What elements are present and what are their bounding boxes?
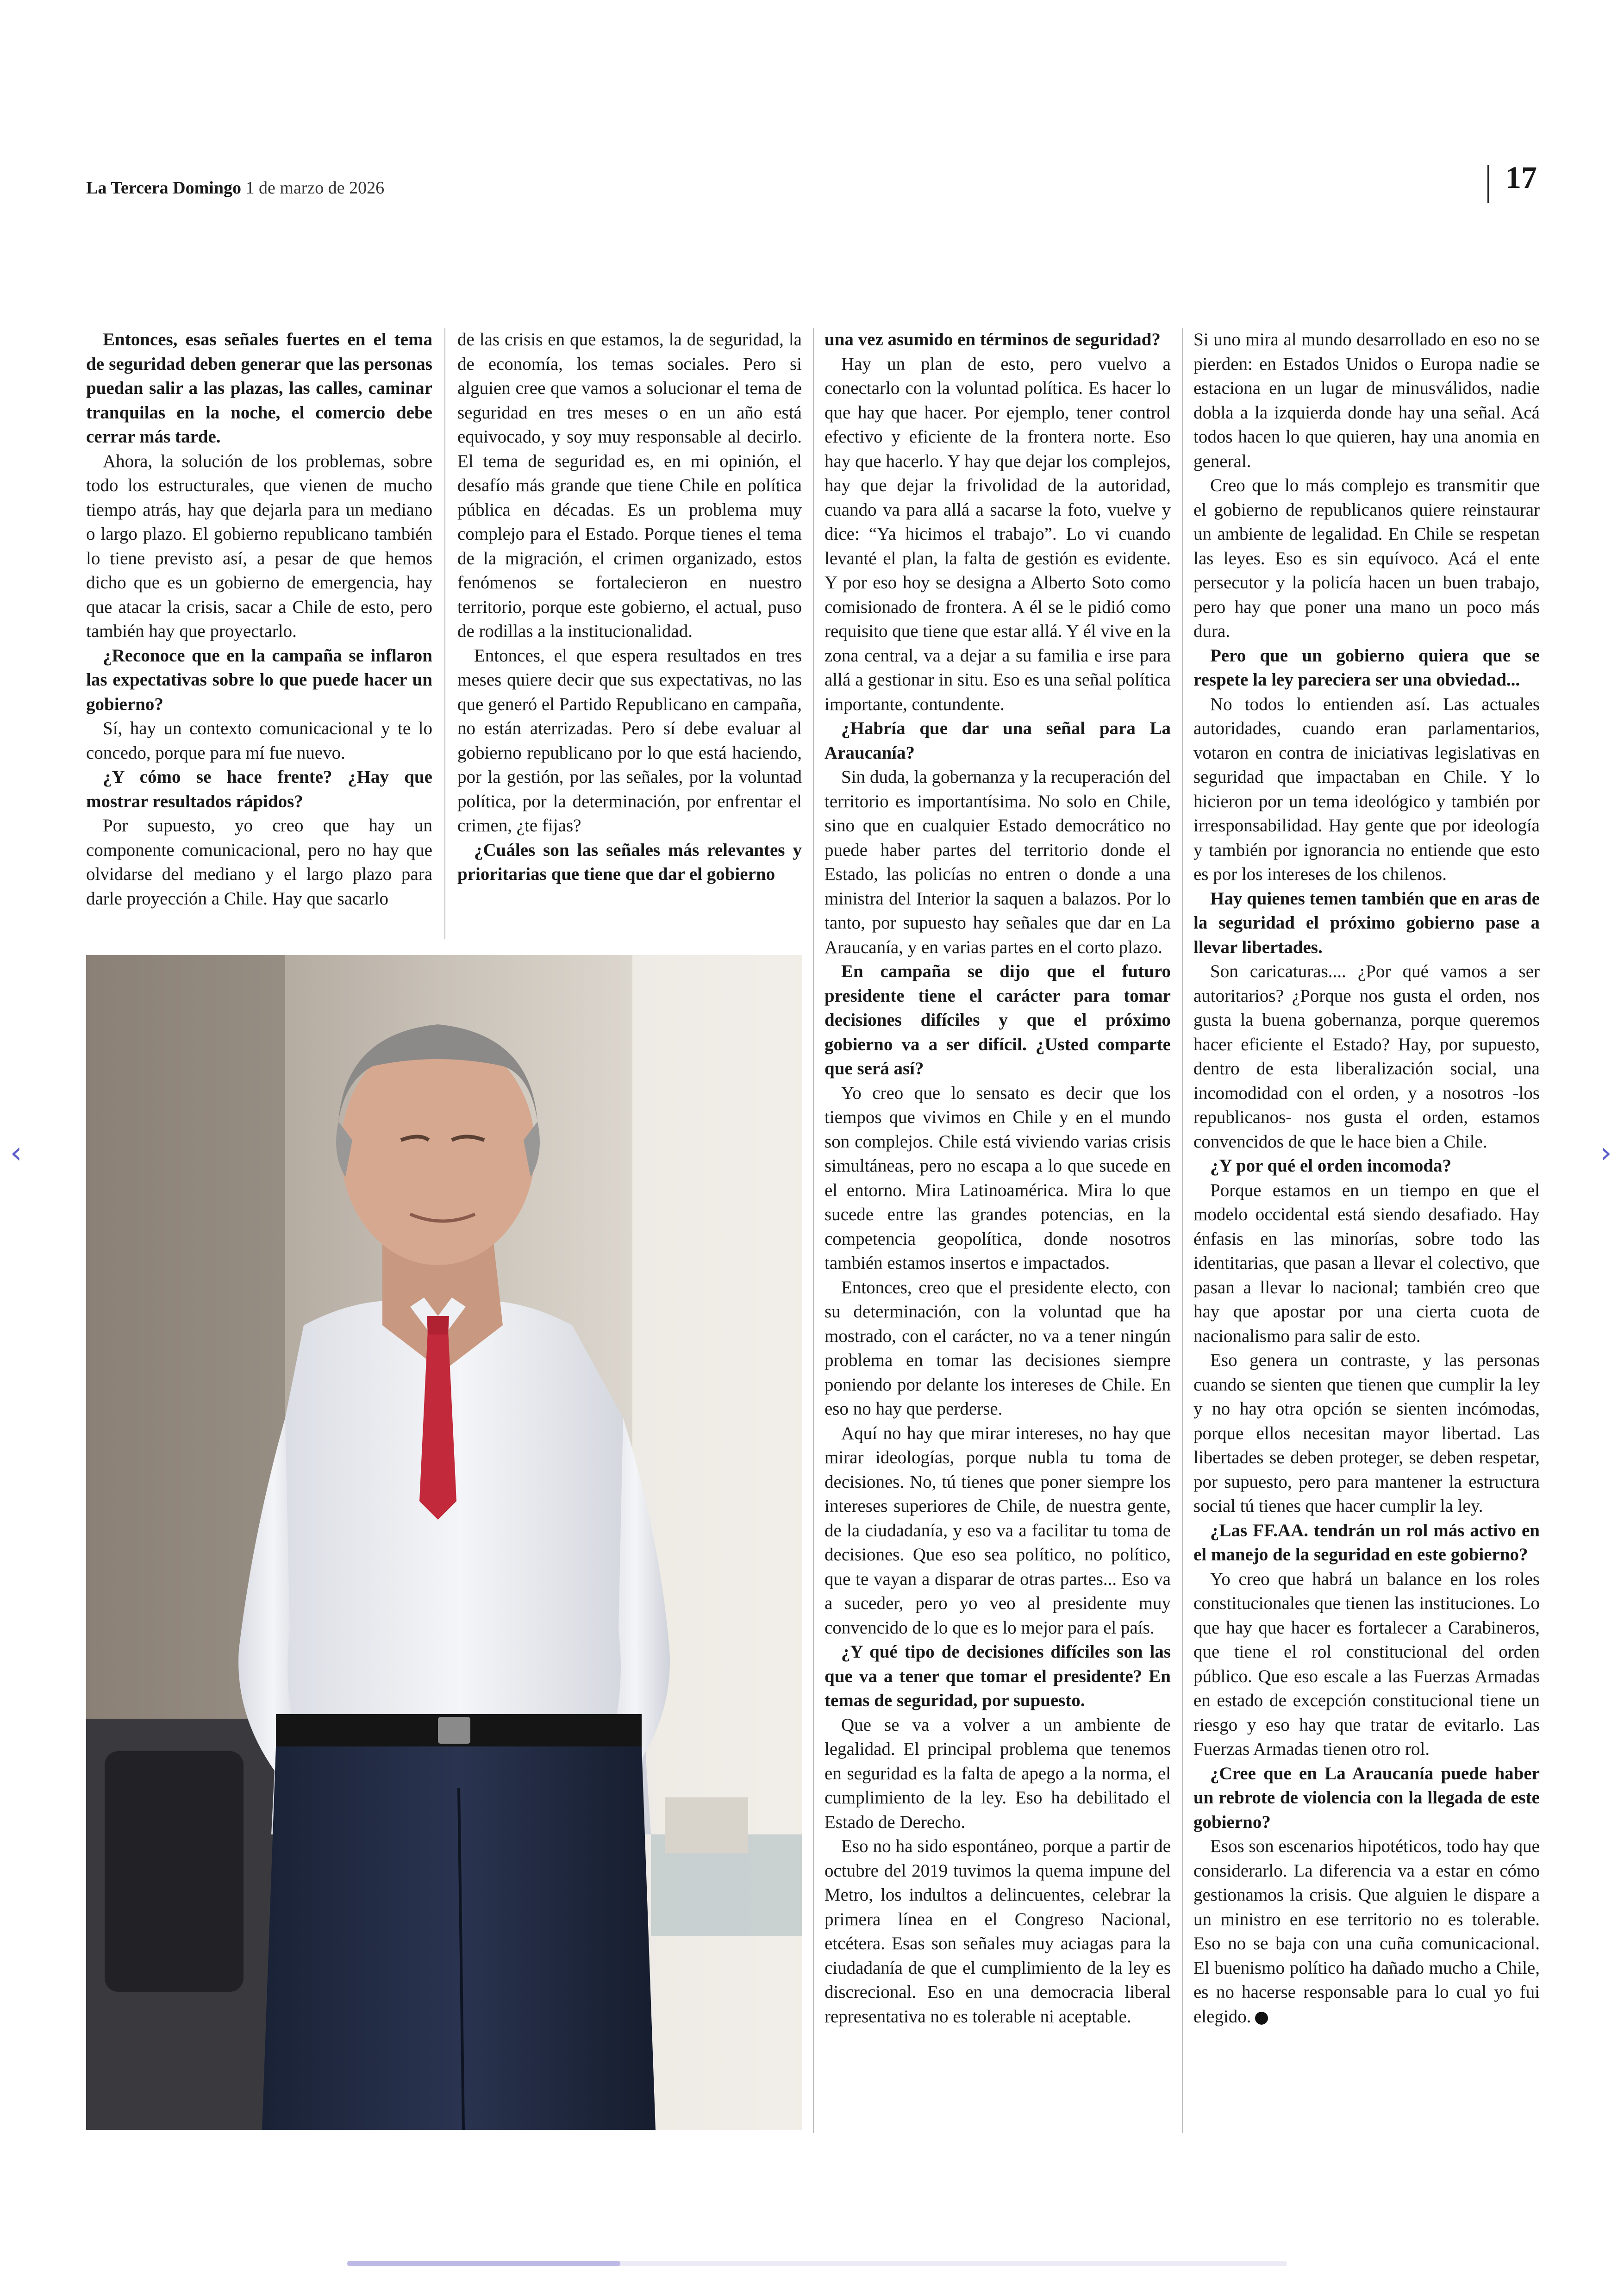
column-divider bbox=[813, 328, 814, 2133]
interview-answer: Yo creo que lo sensato es decir que los tiempos que vivimos en Chile y en el mundo son complejos. Chile está viviendo varias crisis simultáneas, pero no escapa a lo que sucede en el entorno. Mira Latinoamérica. Mira lo que sucede entre las grandes potencias, en la competencia geopolítica, donde nosotros también estamos insertos e impactados. bbox=[824, 1083, 1171, 1273]
interview-answer: Entonces, el que espera resultados en tres meses quiere decir que sus expectativas, no las que generó el Partido Republicano en campaña, no están aterrizadas. Pero sí debe evaluar al gobierno republicano por lo que está haciendo, por la gestión, por las señales, por la voluntad política, por la determinación, por enfrentar el crimen, ¿te fijas? bbox=[457, 645, 802, 836]
interview-question: ¿Cree que en La Araucanía puede haber un rebrote de violencia con la llegada de este gobierno? bbox=[1193, 1763, 1540, 1832]
interview-answer: Por supuesto, yo creo que hay un componente comunicacional, pero no hay que olvidarse del mediano y el largo plazo para darle proyección a Chile. Hay que sacarlo bbox=[86, 816, 432, 909]
article-column-2 bbox=[457, 328, 802, 887]
publication-date: 1 de marzo de 2026 bbox=[245, 178, 385, 198]
interview-answer: de las crisis en que estamos, la de seguridad, la de economía, los temas sociales. Pero si alguien cree que vamos a solucionar el tema de seguridad en tres meses o en un año está equivocado, y soy muy responsable al decirlo. El tema de seguridad es, en mi opinión, el desafío más grande que tiene Chile en política pública en décadas. Es un problema muy complejo para el Estado. Porque tienes el tema de la migración, el crimen organizado, estos fenómenos se fortalecieron en nuestro territorio, porque este gobierno, el actual, puso de rodillas a la institucionalidad. bbox=[457, 330, 802, 641]
interview-question: ¿Habría que dar una señal para La Araucanía? bbox=[824, 718, 1171, 763]
interview-answer: Hay un plan de esto, pero vuelvo a conectarlo con la voluntad política. Es hacer lo que hay que hacer. Por ejemplo, tener control efectivo y eficiente de la frontera norte. Eso hay que hacerlo. Y hay que dejar los complejos, hay que dejar la frivolidad de la autoridad, cuando va para allá a sacarse la foto, vuelve y dice: “Ya hicimos el trabajo”. Lo vi cuando levanté el plan, la falta de gestión es evidente. Y por eso hoy se designa a Alberto Soto como comisionado de frontera. A él se le pidió como requisito que tiene que estar allá. Y él vive en la zona central, va a dejar a su familia e irse para allá a gestionar in situ. Eso es una señal política importante, contundente. bbox=[824, 354, 1171, 714]
article-column-4 bbox=[1193, 328, 1540, 2029]
column-divider bbox=[1182, 328, 1183, 2133]
interview-answer: Eso no ha sido espontáneo, porque a partir de octubre del 2019 tuvimos la quema impune del Metro, los indultos a delincuentes, celebrar la primera línea en el Congreso Nacional, etcétera. Esas son señales muy aciagas para la ciudadanía de que el cumplimiento de la ley es discrecional. Eso en una democracia liberal representativa no es tolerable ni aceptable. bbox=[824, 1836, 1171, 2027]
interview-question: una vez asumido en términos de seguridad? bbox=[824, 330, 1161, 349]
scrollbar-thumb[interactable] bbox=[347, 2261, 620, 2266]
interview-question: En campaña se dijo que el futuro presidente tiene el carácter para tomar decisiones difíciles y que el próximo gobierno va a ser difícil. ¿Usted comparte que será así? bbox=[824, 961, 1171, 1079]
interview-question: ¿Reconoce que en la campaña se inflaron las expectativas sobre lo que puede hacer un gobierno? bbox=[86, 645, 432, 714]
header-divider bbox=[1487, 165, 1489, 203]
interview-answer: Si uno mira al mundo desarrollado en eso no se pierden: en Estados Unidos o Europa nadie se estaciona en un lugar de minusválidos, nadie dobla a la izquierda donde hay una señal. Acá todos hacen lo que quieren, hay una anomia en general. bbox=[1193, 330, 1540, 471]
interview-answer: Porque estamos en un tiempo en que el modelo occidental está siendo desafiado. Hay énfasis en las minorías, sobre todo las identitarias, que pasan a llevar el colectivo, que pasan a llevar lo nacional; también creo que hay que apostar por una cierta cuota de nacionalismo para salir de esto. bbox=[1193, 1180, 1540, 1346]
interview-answer: Sí, hay un contexto comunicacional y te lo concedo, porque para mí fue nuevo. bbox=[86, 718, 432, 763]
interview-answer: Aquí no hay que mirar intereses, no hay que mirar ideologías, porque nubla tu toma de decisiones. No, tú tienes que poner siempre los intereses superiores de Chile, de nuestra gente, de la ciudadanía, y eso va a facilitar tu toma de decisiones. Que eso sea político, no político, que te vayan a disparar de otras partes... Eso va a suceder, pero yo veo al presidente muy convencido de lo que es lo mejor para el país. bbox=[824, 1423, 1171, 1638]
interview-answer: Ahora, la solución de los problemas, sobre todo los estructurales, que vienen de mucho tiempo atrás, hay que dejarla para un mediano o largo plazo. El gobierno republicano también lo tiene previsto así, a pesar de que hemos dicho que es un gobierno de emergencia, hay que atacar la crisis, sacar a Chile de esto, pero también hay que proyectarlo. bbox=[86, 451, 432, 641]
end-of-article-icon bbox=[1255, 2012, 1268, 2025]
article-column-1 bbox=[86, 328, 432, 911]
interview-answer: Sin duda, la gobernanza y la recuperación del territorio es importantísima. No solo en Chile, sino que en cualquier Estado democrático no puede haber partes del territorio donde el Estado, las policías no entren o donde a una ministra del Interior la saquen a balazos. Por lo tanto, por supuesto hay señales que dar en La Araucanía, y en varias partes en el corto plazo. bbox=[824, 767, 1171, 957]
column-divider bbox=[444, 328, 445, 939]
interview-question: ¿Las FF.AA. tendrán un rol más activo en el manejo de la seguridad en este gobierno? bbox=[1193, 1520, 1540, 1565]
chevron-left-icon[interactable]: ‹ bbox=[10, 1136, 22, 1170]
interviewee-photo bbox=[86, 955, 802, 2130]
interview-answer: Esos son escenarios hipotéticos, todo hay que considerarlo. La diferencia va a estar en cómo gestionamos la crisis. Que alguien le dispare a un ministro en ese territorio no es tolerable. Eso no se baja con una cuña comunicacional. El buenismo político ha dañado mucho a Chile, es no hacerse responsable para lo cual yo fui elegido. bbox=[1193, 1836, 1540, 2027]
page-number: 17 bbox=[1505, 160, 1537, 195]
interview-question: ¿Y cómo se hace frente? ¿Hay que mostrar resultados rápidos? bbox=[86, 767, 432, 811]
publication-name: La Tercera Domingo bbox=[86, 178, 241, 198]
chevron-right-icon[interactable]: › bbox=[1600, 1136, 1612, 1170]
interview-question: ¿Cuáles son las señales más relevantes y prioritarias que tiene que dar el gobierno bbox=[457, 840, 802, 884]
publication-line bbox=[86, 178, 384, 198]
article-column-3 bbox=[824, 328, 1171, 2029]
interview-answer: Creo que lo más complejo es transmitir que el gobierno de republicanos quiere reinstaurar un ambiente de legalidad. En Chile se respetan las leyes. Eso es sin equívoco. Acá el ente persecutor y la policía hacen un buen trabajo, pero hay que poner una mano un poco más dura. bbox=[1193, 475, 1540, 641]
interview-question: Entonces, esas señales fuertes en el tema de seguridad deben generar que las personas puedan salir a las plazas, las calles, caminar tranquilas en la noche, el comercio debe cerrar más tarde. bbox=[86, 330, 432, 447]
interview-question: Hay quienes temen también que en aras de la seguridad el próximo gobierno pase a llevar libertades. bbox=[1193, 888, 1540, 957]
interview-question: ¿Y qué tipo de decisiones difíciles son las que va a tener que tomar el presidente? En temas de seguridad, por supuesto. bbox=[824, 1642, 1171, 1710]
interview-question: ¿Y por qué el orden incomoda? bbox=[1210, 1156, 1452, 1176]
interview-answer: Eso genera un contraste, y las personas cuando se sienten que tienen que cumplir la ley y no hay otra opción se sienten incómodas, porque ellos necesitan mayor libertad. Las libertades se deben proteger, se deben respetar, por supuesto, pero para mantener la estructura social tú tienes que hacer cumplir la ley. bbox=[1193, 1350, 1540, 1516]
interview-answer: Yo creo que habrá un balance en los roles constitucionales que tienen las instituciones. Lo que hay que hacer es fortalecer a Carabineros, que tiene el rol constitucional del orden público. Que eso escale a las Fuerzas Armadas en estado de excepción constitucional tiene un riesgo y eso hay que tratar de evitarlo. Las Fuerzas Armadas tienen otro rol. bbox=[1193, 1569, 1540, 1759]
interview-answer: Son caricaturas.... ¿Por qué vamos a ser autoritarios? ¿Porque nos gusta el orden, nos gusta la buena gobernanza, porque queremos hacer eficiente el Estado? Hay, por supuesto, dentro de esta liberalización social, una incomodidad con el orden, y a nosotros -los republicanos- nos gusta el orden, estamos convencidos de que le hace bien a Chile. bbox=[1193, 961, 1540, 1152]
interview-answer: No todos lo entienden así. Las actuales autoridades, cuando eran parlamentarios, votaron en contra de iniciativas legislativas en seguridad que impactaban en Chile. Y lo hicieron por un tema ideológico y también por irresponsabilidad. Hay gente que por ideología y también por ignorancia no entiende que esto es por los intereses de los chilenos. bbox=[1193, 694, 1540, 884]
interview-question: Pero que un gobierno quiera que se respete la ley pareciera ser una obviedad... bbox=[1193, 645, 1540, 690]
interview-answer: Que se va a volver a un ambiente de legalidad. El principal problema que tenemos en seguridad es la falta de apego a la norma, el cumplimiento de la ley. Eso ha debilitado el Estado de Derecho. bbox=[824, 1715, 1171, 1832]
interview-answer: Entonces, creo que el presidente electo, con su determinación, con la voluntad que ha mostrado, con el carácter, no va a tener ningún problema en tomar las decisiones siempre poniendo por delante los intereses de Chile. En eso no hay que perderse. bbox=[824, 1277, 1171, 1419]
